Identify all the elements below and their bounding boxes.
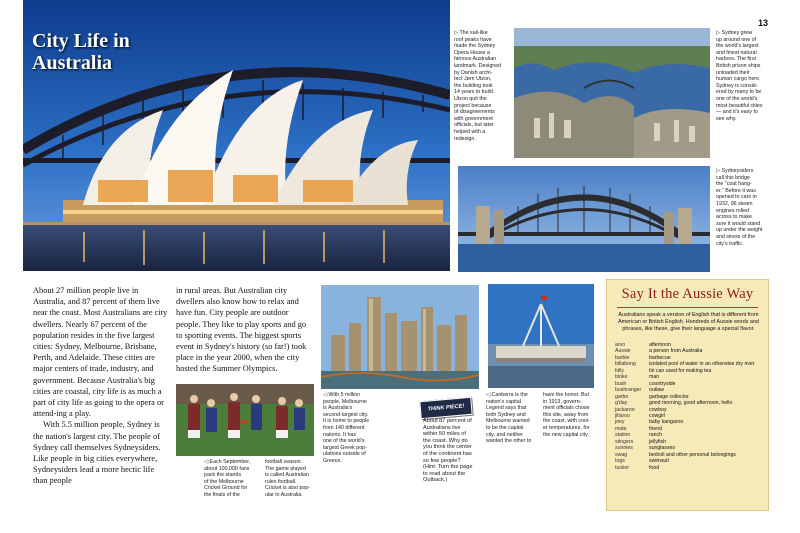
body-paragraph: About 27 million people live in Australia, and 87 percent of them live near the coast. Most Australians are city dwellers. Nearly 67 percent of the population resides in the five largest cities: Sydney, Melbourne, Brisbane, Perth, and Adelaide. These cities are major centers of trade, industry, and government. Because Australia's big cities are coastal, city life is as much a part of city life as going to the opera or attend-ing a play. — [33, 286, 168, 419]
body-column-2 — [176, 285, 312, 375]
sidebar-divider — [617, 307, 758, 308]
aussie-word: bush — [615, 380, 627, 387]
word-meaning: barbecue — [649, 354, 671, 361]
sidebar-intro: Australians speak a version of English that is different from American or British English. Hundreds of Aussie words and phrases, like these, give their language a special flavor. — [618, 312, 759, 332]
think-piece-text: About 87 percent of Australians live within 50 miles of the coast. Why do you think the center of the continent has so few people? (Hint: Turn the page to read about the Outback.) — [423, 418, 473, 484]
aussie-word: barbie — [615, 354, 630, 361]
aussie-word: arvo — [615, 342, 626, 348]
aussie-word: tucker — [615, 464, 630, 471]
main-title-line2: Australia — [32, 52, 112, 74]
sidebar-title: Say It the Aussie Way — [621, 286, 754, 302]
football-caption-col2: football season. The game played is called Australian rules football. Cricket is also pop- ular in Australia. — [265, 459, 311, 498]
football-caption-col1: ◁ Each September, about 100,000 fans pack the stands of the Melbourne Cricket Ground for the finals of the — [204, 459, 251, 498]
word-meaning: tin can used for making tea — [649, 367, 712, 374]
word-meaning: a person from Australia — [649, 348, 703, 355]
aussie-word: sunnies — [615, 445, 633, 452]
body-paragraph: With 5.5 million people, Sydney is the nation's largest city. The people of Sydney call themselves Sydneysiders. Like people in big cities everywhere, Sydneysiders lead a more hectic life than people — [33, 420, 161, 486]
canberra-caption-col1: ◁ Canberra is the nation's capital. Legend says that both Sydney and Melbourne wanted to be the capital city, and neither wanted the other to — [486, 392, 532, 445]
think-piece-badge: THINK PIECE! — [419, 397, 472, 419]
word-meaning: bedroll and other personal belongings — [649, 451, 736, 458]
aussie-word: bloke — [615, 374, 628, 381]
word-meaning: ranch — [649, 432, 662, 439]
sydney-aerial-photo — [514, 28, 710, 158]
aussie-word: billabong — [615, 361, 636, 368]
aussie-word: togs — [615, 458, 625, 465]
page-number: 13 — [758, 18, 769, 28]
word-meaning: swimsuit — [649, 458, 669, 465]
word-row — [615, 465, 765, 471]
word-meaning: afternoon — [649, 342, 671, 348]
aussie-word: garbo — [615, 393, 629, 400]
opera-house-caption: ▷ The sail-like roof peaks have made the Sydney Opera House a famous Australian landmark. Designed by Danish archi- tect Jørn Utzon, the building took 14 years to build. Utzon quit the project because of disagreements with government officials, but later helped with a redesign. — [454, 30, 502, 142]
aussie-word: swag — [615, 451, 628, 458]
melbourne-caption: ◁ With 5 million people, Melbourne is Australia's second-largest city. It is home to people from 140 different nations. It has one of the world's largest Greek pop- ulations outside of Greece. — [323, 392, 370, 464]
word-meaning: baby kangaroo — [649, 419, 684, 426]
aussie-words-sidebar — [606, 279, 769, 511]
football-photo — [176, 384, 314, 456]
word-meaning: isolated pool of water in an otherwise dry river — [649, 361, 755, 368]
aussie-word: jackaroo — [615, 406, 635, 413]
aussie-word: joey — [615, 419, 625, 426]
body-paragraph: in rural areas. But Australian city dwellers also know how to relax and have fun. City people are outdoor people. They like to play sports and go to sporting events. The biggest sports event in Sydney's history (so far!) took place in the year 2000, when the city hosted the Summer Olympics. — [176, 286, 307, 374]
word-meaning: cowgirl — [649, 412, 666, 419]
word-meaning: friend — [649, 425, 662, 432]
aussie-word: jillaroo — [615, 412, 630, 419]
word-meaning: good morning, good afternoon, hello — [649, 400, 733, 407]
aussie-word: station — [615, 432, 631, 439]
word-meaning: outlaw — [649, 387, 664, 394]
harbour-bridge-photo — [458, 166, 710, 272]
word-meaning: sunglasses — [649, 445, 675, 452]
word-meaning: man — [649, 374, 660, 381]
aussie-word-list — [615, 342, 765, 471]
melbourne-photo — [321, 285, 479, 389]
word-meaning: jellyfish — [649, 438, 667, 445]
aussie-word: billy — [615, 367, 624, 374]
body-column-1 — [33, 285, 168, 487]
word-meaning: garbage collector — [649, 393, 689, 400]
main-title — [32, 30, 130, 74]
aussie-word: Aussie — [615, 348, 631, 355]
canberra-caption-col2: have the honor. But in 1913, govern- ment officials chose this site, away from the coast, with cool- er temperatures, for the new capital city. — [543, 392, 590, 438]
word-meaning: countryside — [649, 380, 676, 387]
sydney-caption: ▷ Sydney grew up around one of the world's largest and finest natural harbors. The first British prison ships unloaded their human cargo here. Sydney is consid- ered by many to be one of the world's most beautiful cities — and it's easy to see why. — [716, 30, 763, 122]
aussie-word: mate — [615, 425, 627, 432]
word-meaning: food — [649, 464, 660, 471]
word-meaning: cowboy — [649, 406, 667, 413]
main-title-line1: City Life in — [32, 30, 130, 52]
aussie-word: stingers — [615, 438, 634, 445]
aussie-word: bushranger — [615, 387, 642, 394]
canberra-photo — [488, 284, 594, 388]
aussie-word: g'day — [615, 400, 628, 407]
bridge-caption: ▷ Sydneysiders call this bridge the "coat hang- er." Before it was opened to cars in 1932, 96 steam engines rolled across to make sure it would stand up under the weight and stress of the city's traffic. — [716, 168, 763, 247]
